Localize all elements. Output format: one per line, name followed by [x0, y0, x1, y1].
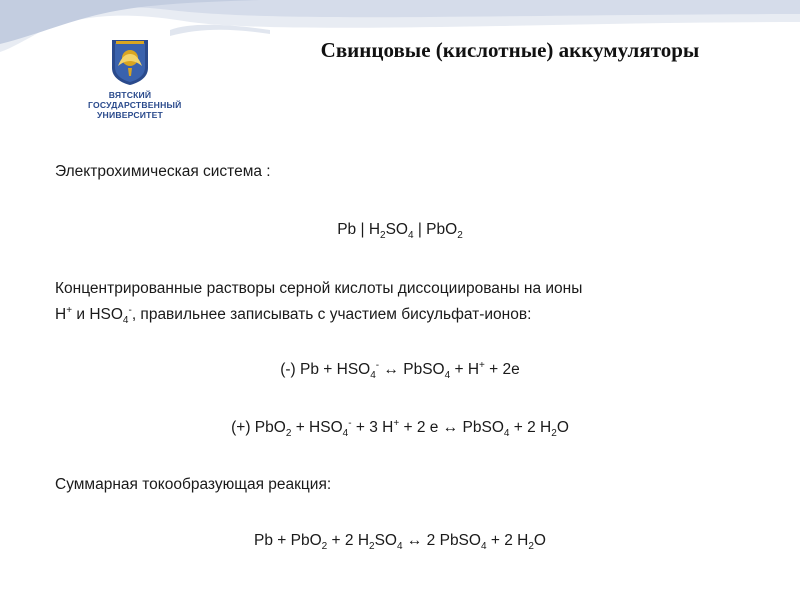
reaction-cathode: (+) $PbO_2 + HSO_4^- + 3$ H+ + 2 e ↔ PbSO$_4$ + 2 $H_2O$: [231, 417, 569, 440]
reaction-anode: (-) $Pb + HSO_4^-$ ↔ PbSO$_4$ + H+ + 2e: [280, 359, 520, 382]
university-crest-icon: [110, 38, 150, 86]
electrochemical-system: Pb | $H_2SO_4$ | PbO$_2$: [337, 221, 463, 242]
paragraph-line-2: H+ и $HSO_4^-$, правильнее записывать с участием бисульфат-ионов:: [55, 304, 532, 327]
paragraph-line-1: Концентрированные растворы серной кислоты диссоциированы на ионы: [55, 280, 583, 297]
summary-label: Суммарная токообразующая реакция:: [55, 476, 332, 493]
reaction-total: Pb + PbO$_2$ + 2 $H_2SO_4$ ↔ 2 PbSO$_4$ + 2 $H_2O$: [254, 532, 546, 553]
slide-title: Свинцовые (кислотные) аккумуляторы: [320, 38, 700, 62]
intro-text: Электрохимическая система :: [55, 163, 271, 180]
logo-line-1: ВЯТСКИЙ: [108, 90, 152, 100]
university-logo: [88, 38, 182, 120]
logo-line-2: ГОСУДАРСТВЕННЫЙ: [88, 100, 182, 110]
logo-line-3: УНИВЕРСИТЕТ: [97, 110, 163, 120]
